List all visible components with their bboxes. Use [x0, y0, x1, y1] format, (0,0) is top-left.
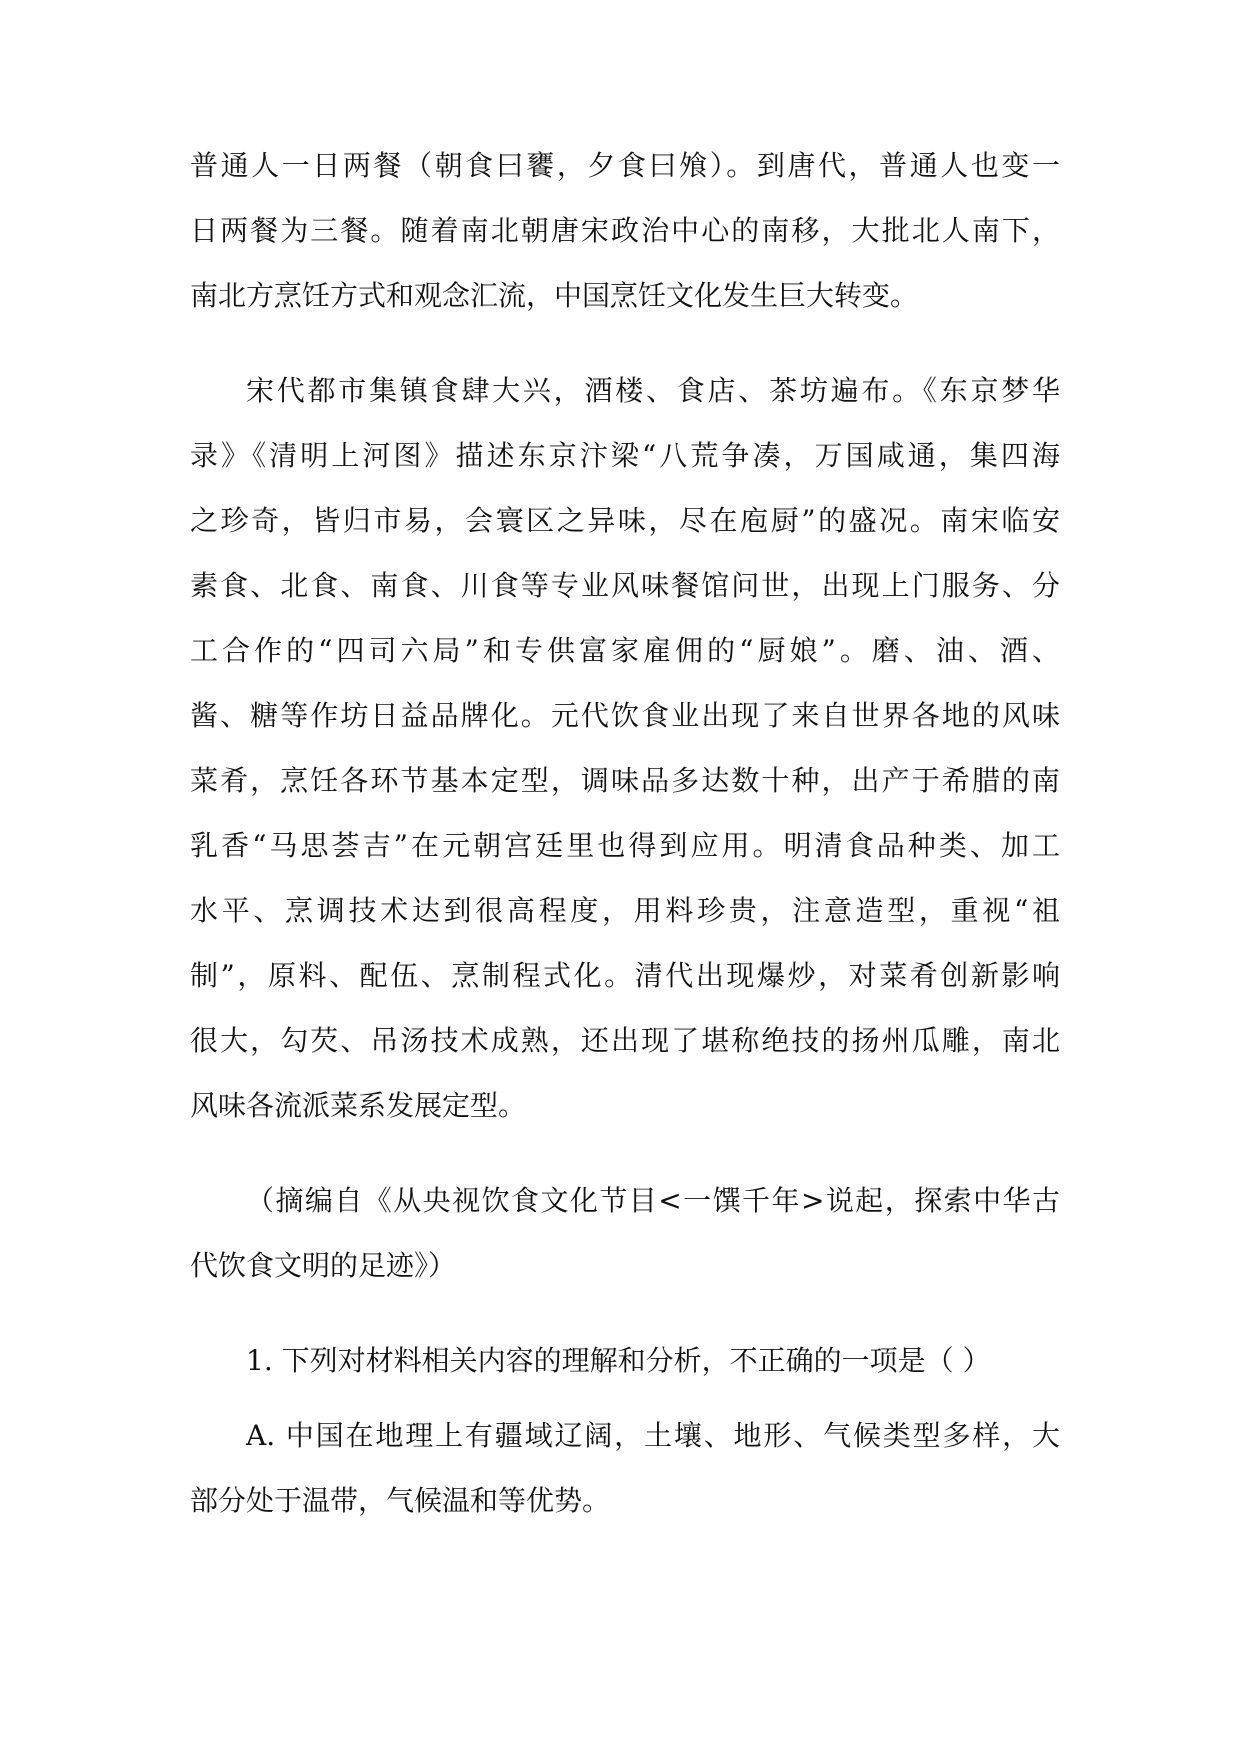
source-note-line-2: 代饮食文明的足迹》）	[190, 1249, 457, 1282]
paragraph-2-line-6: 酱、糖等作坊日益品牌化。元代饮食业出现了来自世界各地的风味	[190, 699, 1060, 732]
paragraph-2-line-5: 工合作的“四司六局”和专供富家雇佣的“厨娘”。磨、油、酒、	[190, 634, 1060, 667]
option-a-line-2: 部分处于温带，气候温和等优势。	[190, 1484, 611, 1517]
source-note-line-1: （摘编自《从央视饮食文化节目<一馔千年>说起，探索中华古	[246, 1184, 1060, 1217]
paragraph-2-line-2: 录》《清明上河图》描述东京汴梁“八荒争凑，万国咸通，集四海	[190, 439, 1060, 472]
option-a-line-1: A. 中国在地理上有疆域辽阔，土壤、地形、气候类型多样，大	[246, 1419, 1060, 1452]
paragraph-1-line-1: 普通人一日两餐（朝食曰饔，夕食曰飧）。到唐代，普通人也变一	[190, 149, 1060, 182]
paragraph-2-line-11: 很大，勾芡、吊汤技术成熟，还出现了堪称绝技的扬州瓜雕，南北	[190, 1024, 1060, 1057]
paragraph-2-line-10: 制”，原料、配伍、烹制程式化。清代出现爆炒，对菜肴创新影响	[190, 959, 1060, 992]
paragraph-2-line-3: 之珍奇，皆归市易，会寰区之异味，尽在庖厨”的盛况。南宋临安	[190, 504, 1060, 537]
paragraph-2-line-12: 风味各流派菜系发展定型。	[190, 1089, 527, 1122]
paragraph-2-line-4: 素食、北食、南食、川食等专业风味餐馆问世，出现上门服务、分	[190, 569, 1060, 602]
paragraph-2-line-8: 乳香“马思荟吉”在元朝宫廷里也得到应用。明清食品种类、加工	[190, 829, 1060, 862]
paragraph-1-line-3: 南北方烹饪方式和观念汇流，中国烹饪文化发生巨大转变。	[190, 279, 919, 312]
paragraph-2-line-9: 水平、烹调技术达到很高程度，用料珍贵，注意造型，重视“祖	[190, 894, 1060, 927]
paragraph-1-line-2: 日两餐为三餐。随着南北朝唐宋政治中心的南移，大批北人南下，	[190, 214, 1060, 247]
question-1-stem: 1. 下列对材料相关内容的理解和分析，不正确的一项是（ ）	[246, 1344, 991, 1377]
paragraph-2-line-1: 宋代都市集镇食肆大兴，酒楼、食店、茶坊遍布。《东京梦华	[246, 374, 1060, 407]
paragraph-2-line-7: 菜肴，烹饪各环节基本定型，调味品多达数十种，出产于希腊的南	[190, 764, 1060, 797]
